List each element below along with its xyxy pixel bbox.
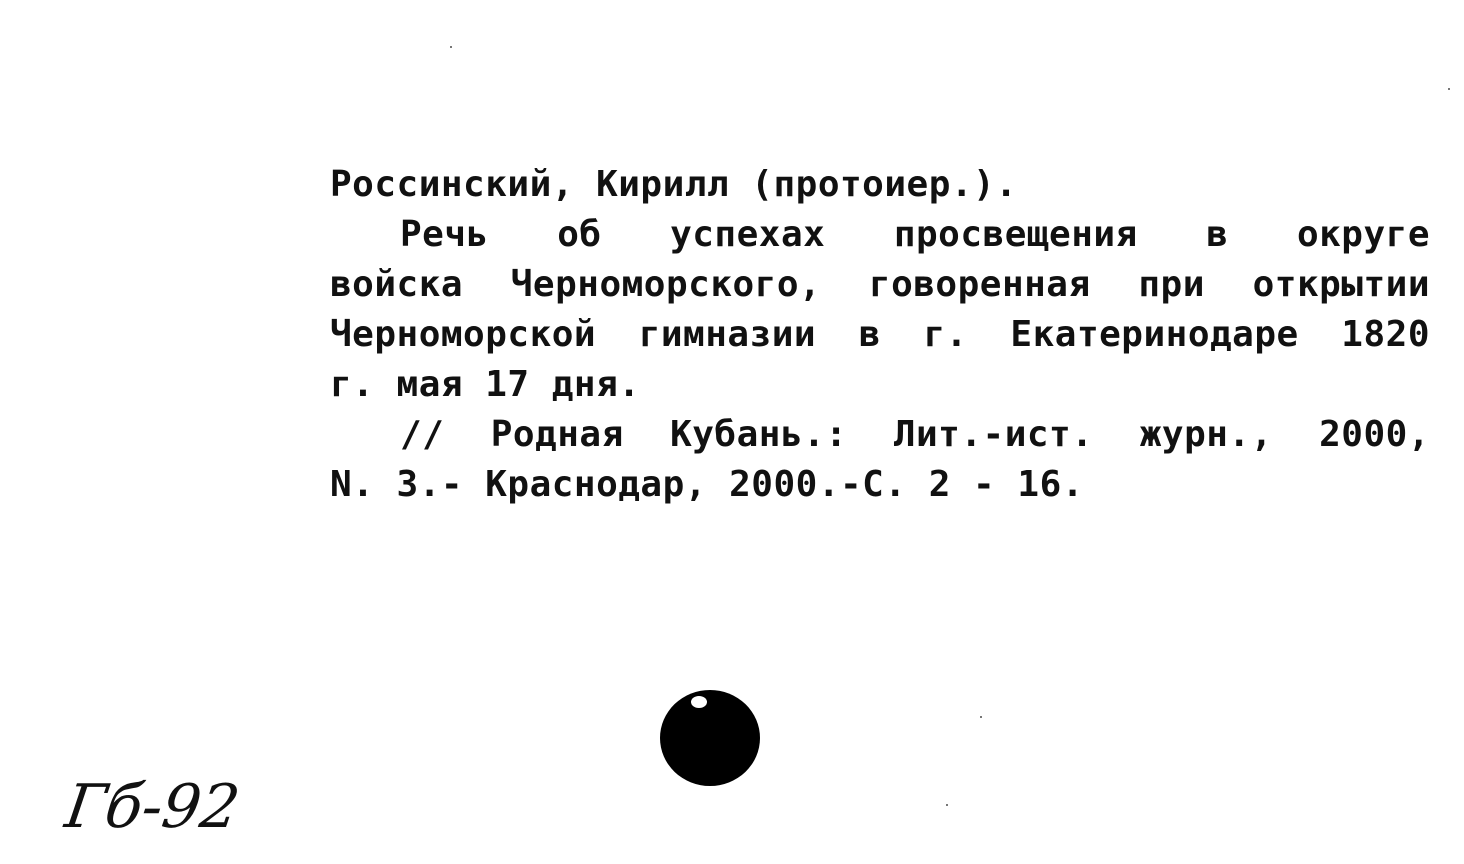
scan-speck: [980, 716, 982, 718]
scan-speck: [1448, 88, 1450, 90]
title-line-1: Речь об успехах просвещения в округе: [400, 214, 1430, 255]
punch-hole-speck: [691, 696, 707, 708]
punch-hole: [660, 690, 760, 786]
title-line-2: войска Черноморского, говоренная при открытии: [330, 264, 1430, 305]
scan-speck: [450, 46, 452, 48]
source-line-2: N. 3.- Краснодар, 2000.-С. 2 - 16.: [330, 464, 1084, 505]
source-line-1: // Родная Кубань.: Лит.-ист. журн., 2000,: [400, 414, 1430, 455]
bibliographic-entry: [330, 160, 1430, 510]
author-heading: Россинский, Кирилл (протоиер.).: [330, 164, 1018, 205]
scan-speck: [946, 804, 948, 806]
title-line-4: г. мая 17 дня.: [330, 364, 641, 405]
title-line-3: Черноморской гимназии в г. Екатеринодаре 1820: [330, 314, 1430, 355]
handwritten-shelfmark: Гб-92: [61, 772, 244, 842]
